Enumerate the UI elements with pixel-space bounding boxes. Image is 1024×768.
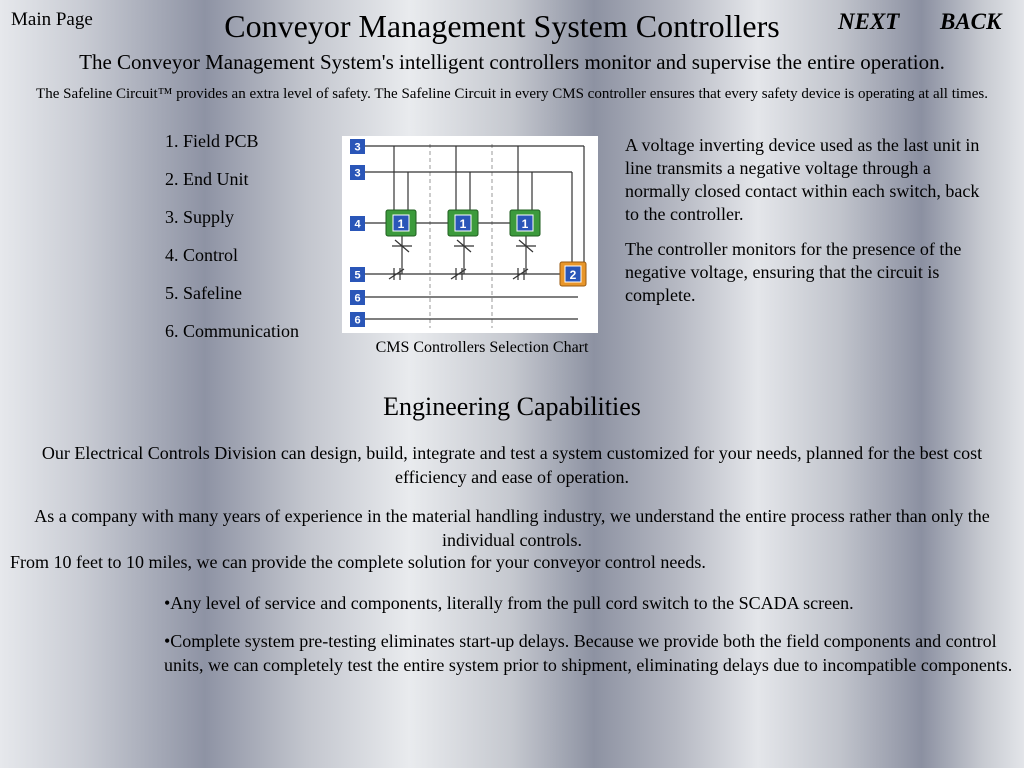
engineering-paragraph: As a company with many years of experience in the material handling industry, we understand the entire process rather than only the individual controls. [34, 506, 990, 550]
engineering-bullets [164, 591, 1014, 691]
row-label: 5 [354, 269, 361, 282]
page-subtitle: The Conveyor Management System's intelligent controllers monitor and supervise the entire operation. [79, 50, 945, 74]
field-pcb-2 [448, 210, 478, 236]
next-link[interactable]: NEXT [838, 9, 900, 34]
engineering-paragraph: From 10 feet to 10 miles, we can provide the complete solution for your conveyor control needs. [10, 552, 706, 572]
row-label: 6 [354, 314, 361, 327]
parts-list-item: 4. Control [165, 245, 239, 265]
description-paragraph: A voltage inverting device used as the last unit in line transmits a negative voltage through a normally closed contact within each switch, back to the controller. [625, 135, 980, 224]
controller-wiring-diagram [342, 136, 598, 333]
field-pcb-3 [510, 210, 540, 236]
bullet-item: •Complete system pre-testing eliminates start-up delays. Because we provide both the field components and control units, we can completely test the entire system prior to shipment, eliminating delays due to incompatible components. [164, 631, 1013, 675]
parts-list-item: 1. Field PCB [165, 131, 259, 151]
parts-list-item: 2. End Unit [165, 169, 249, 189]
row-label: 3 [354, 141, 361, 154]
diagram-caption: CMS Controllers Selection Chart [375, 339, 589, 356]
field-pcb-label: 1 [397, 217, 405, 231]
parts-list-item: 6. Communication [165, 321, 299, 341]
parts-list [165, 130, 299, 358]
wiring-diagram-svg [342, 136, 598, 333]
engineering-title: Engineering Capabilities [383, 392, 641, 421]
end-unit-label: 2 [569, 268, 577, 282]
parts-list-item: 3. Supply [165, 207, 235, 227]
field-pcb-1 [386, 210, 416, 236]
engineering-paragraph: Our Electrical Controls Division can design, build, integrate and test a system customized for your needs, planned for the best cost efficiency and ease of operation. [41, 443, 983, 487]
row-label: 4 [354, 218, 361, 231]
end-unit [560, 262, 586, 286]
safeline-description [625, 134, 995, 319]
field-pcb-label: 1 [521, 217, 529, 231]
page-title: Conveyor Management System Controllers [224, 8, 780, 44]
parts-list-item: 5. Safeline [165, 283, 242, 303]
back-link[interactable]: BACK [940, 9, 1002, 34]
row-label: 6 [354, 292, 361, 305]
main-page-link[interactable]: Main Page [11, 9, 93, 30]
bullet-item: •Any level of service and components, literally from the pull cord switch to the SCADA screen. [164, 593, 854, 613]
row-label: 3 [354, 167, 361, 180]
safeline-intro: The Safeline Circuit™ provides an extra level of safety. The Safeline Circuit in every CMS controller ensures that every safety device is operating at all times. [36, 86, 988, 102]
description-paragraph: The controller monitors for the presence of the negative voltage, ensuring that the circuit is complete. [625, 239, 962, 305]
field-pcb-label: 1 [459, 217, 467, 231]
